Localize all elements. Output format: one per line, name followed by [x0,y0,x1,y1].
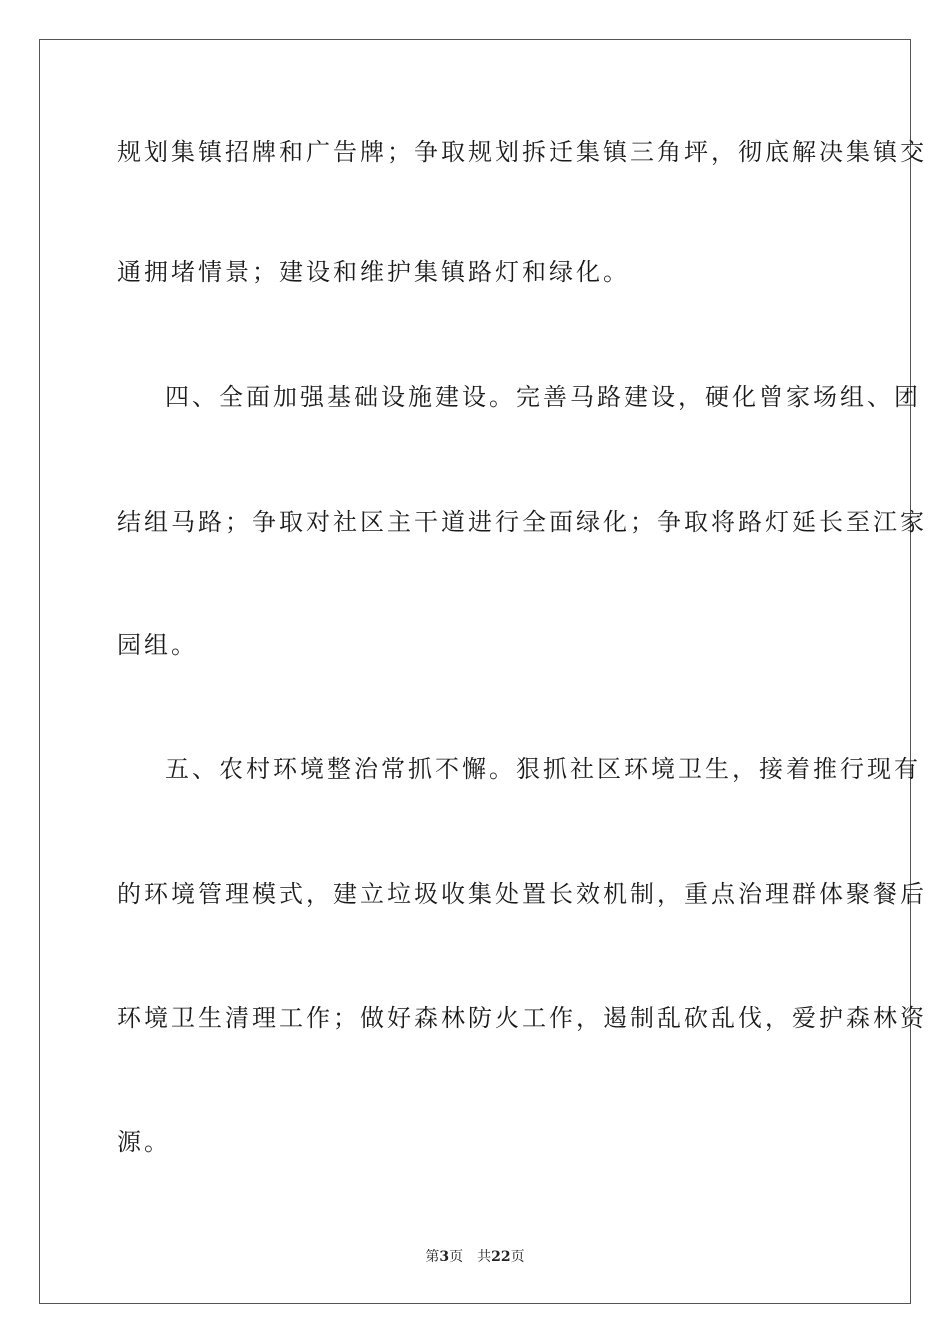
total-prefix: 共 [477,1249,492,1265]
page-footer [0,1247,950,1267]
page-prefix: 第 [425,1249,440,1265]
total-pages-number: 22 [491,1249,511,1265]
text-line: 园组。 [117,631,198,659]
text-line: 通拥堵情景；建设和维护集镇路灯和绿化。 [117,258,630,286]
current-page-number: 3 [439,1249,450,1265]
text-line: 的环境管理模式，建立垃圾收集处置长效机制，重点治理群体聚餐后 [117,880,927,908]
text-line: 规划集镇招牌和广告牌；争取规划拆迁集镇三角坪，彻底解决集镇交 [117,138,927,166]
total-suffix: 页 [510,1249,525,1265]
paragraph-five-start: 五、农村环境整治常抓不懈。狠抓社区环境卫生，接着推行现有 [165,755,921,783]
text-line: 环境卫生清理工作；做好森林防火工作，遏制乱砍乱伐，爱护森林资 [117,1004,927,1032]
paragraph-four-start: 四、全面加强基础设施建设。完善马路建设，硬化曾家场组、团 [165,383,921,411]
text-line: 结组马路；争取对社区主干道进行全面绿化；争取将路灯延长至江家 [117,508,927,536]
page-border [39,39,927,1304]
page-suffix: 页 [449,1249,464,1265]
text-line: 源。 [117,1128,171,1156]
